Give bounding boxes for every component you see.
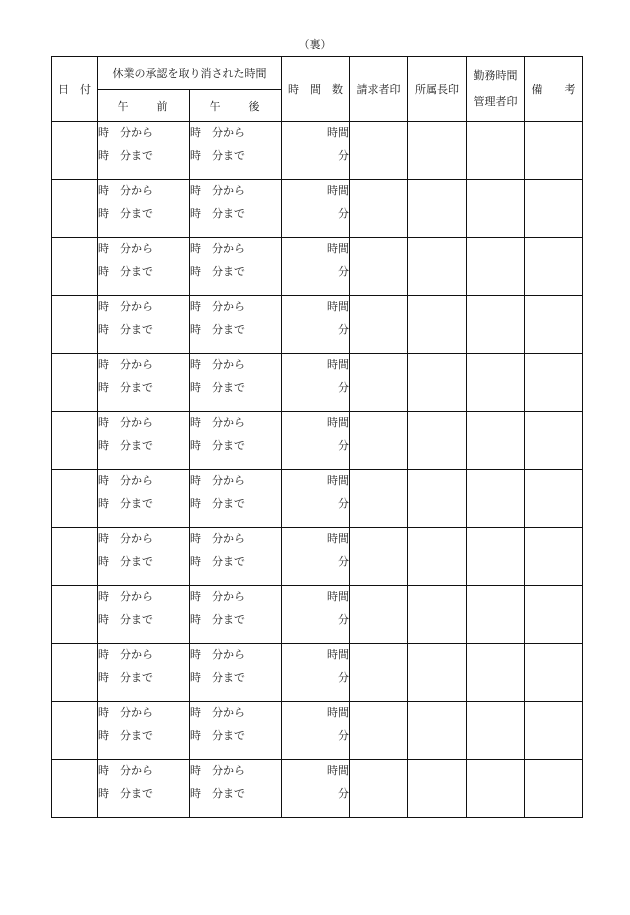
- remarks-cell: [525, 238, 583, 296]
- date-cell: [52, 412, 98, 470]
- am-from-text: 時 分から: [98, 707, 153, 719]
- am-time-cell: [98, 586, 190, 644]
- remarks-cell: [525, 296, 583, 354]
- hours-cell: [282, 296, 350, 354]
- work-time-manager-seal-cell: [467, 586, 525, 644]
- am-time-cell: [98, 296, 190, 354]
- date-cell: [52, 238, 98, 296]
- pm-to-text: 時 分まで: [190, 266, 245, 278]
- table-row: [52, 238, 583, 296]
- table-row: [52, 702, 583, 760]
- pm-time-cell: [190, 644, 282, 702]
- pm-time-cell: [190, 760, 282, 818]
- am-time-cell: [98, 122, 190, 180]
- am-from-text: 時 分から: [98, 127, 153, 139]
- header-supervisor-seal: 所属長印: [408, 57, 467, 122]
- hours-unit-text: 時間: [327, 127, 349, 139]
- am-to-text: 時 分まで: [98, 150, 153, 162]
- pm-time-cell: [190, 470, 282, 528]
- supervisor-seal-cell: [408, 528, 467, 586]
- header-requester-seal: 請求者印: [350, 57, 408, 122]
- pm-time-cell: [190, 412, 282, 470]
- requester-seal-cell: [350, 238, 408, 296]
- table-row: [52, 644, 583, 702]
- page-title: （裏）: [298, 39, 332, 51]
- date-cell: [52, 644, 98, 702]
- remarks-cell: [525, 412, 583, 470]
- pm-time-cell: [190, 238, 282, 296]
- pm-time-cell: [190, 702, 282, 760]
- pm-from-text: 時 分から: [190, 707, 245, 719]
- header-work-time-manager-seal-line2: 管理者印: [473, 96, 518, 108]
- requester-seal-cell: [350, 412, 408, 470]
- header-remarks: 備 考: [525, 57, 583, 122]
- am-from-text: 時 分から: [98, 301, 153, 313]
- supervisor-seal-cell: [408, 354, 467, 412]
- am-to-text: 時 分まで: [98, 730, 153, 742]
- supervisor-seal-cell: [408, 586, 467, 644]
- requester-seal-cell: [350, 122, 408, 180]
- hours-cell: [282, 238, 350, 296]
- remarks-cell: [525, 470, 583, 528]
- am-to-text: 時 分まで: [98, 788, 153, 800]
- work-time-manager-seal-cell: [467, 180, 525, 238]
- remarks-cell: [525, 528, 583, 586]
- pm-to-text: 時 分まで: [190, 440, 245, 452]
- supervisor-seal-cell: [408, 470, 467, 528]
- date-cell: [52, 760, 98, 818]
- remarks-cell: [525, 586, 583, 644]
- header-row-1: [52, 57, 583, 90]
- remarks-cell: [525, 122, 583, 180]
- leave-cancellation-table: [51, 56, 583, 818]
- hours-cell: [282, 644, 350, 702]
- pm-to-text: 時 分まで: [190, 556, 245, 568]
- am-to-text: 時 分まで: [98, 672, 153, 684]
- remarks-cell: [525, 644, 583, 702]
- am-to-text: 時 分まで: [98, 556, 153, 568]
- work-time-manager-seal-cell: [467, 122, 525, 180]
- table-row: [52, 586, 583, 644]
- hours-unit-text: 時間: [327, 185, 349, 197]
- header-cancelled-time: 休業の承認を取り消された時間: [98, 57, 282, 90]
- table-row: [52, 470, 583, 528]
- date-cell: [52, 470, 98, 528]
- date-cell: [52, 702, 98, 760]
- minutes-unit-text: 分: [338, 498, 349, 510]
- header-work-time-manager-seal-line1: 勤務時間: [473, 70, 518, 82]
- supervisor-seal-cell: [408, 296, 467, 354]
- am-to-text: 時 分まで: [98, 266, 153, 278]
- table-row: [52, 296, 583, 354]
- requester-seal-cell: [350, 180, 408, 238]
- pm-time-cell: [190, 528, 282, 586]
- work-time-manager-seal-cell: [467, 354, 525, 412]
- minutes-unit-text: 分: [338, 672, 349, 684]
- pm-from-text: 時 分から: [190, 417, 245, 429]
- table-row: [52, 122, 583, 180]
- am-to-text: 時 分まで: [98, 382, 153, 394]
- pm-from-text: 時 分から: [190, 243, 245, 255]
- hours-cell: [282, 412, 350, 470]
- am-to-text: 時 分まで: [98, 614, 153, 626]
- hours-cell: [282, 470, 350, 528]
- pm-from-text: 時 分から: [190, 185, 245, 197]
- hours-unit-text: 時間: [327, 417, 349, 429]
- table-body: [52, 122, 583, 818]
- hours-cell: [282, 702, 350, 760]
- hours-unit-text: 時間: [327, 475, 349, 487]
- am-from-text: 時 分から: [98, 649, 153, 661]
- am-time-cell: [98, 470, 190, 528]
- hours-cell: [282, 528, 350, 586]
- table-row: [52, 412, 583, 470]
- am-to-text: 時 分まで: [98, 440, 153, 452]
- requester-seal-cell: [350, 586, 408, 644]
- work-time-manager-seal-cell: [467, 412, 525, 470]
- work-time-manager-seal-cell: [467, 644, 525, 702]
- pm-from-text: 時 分から: [190, 359, 245, 371]
- am-from-text: 時 分から: [98, 243, 153, 255]
- requester-seal-cell: [350, 470, 408, 528]
- requester-seal-cell: [350, 528, 408, 586]
- supervisor-seal-cell: [408, 238, 467, 296]
- table-row: [52, 180, 583, 238]
- supervisor-seal-cell: [408, 702, 467, 760]
- date-cell: [52, 528, 98, 586]
- pm-to-text: 時 分まで: [190, 324, 245, 336]
- hours-cell: [282, 760, 350, 818]
- minutes-unit-text: 分: [338, 614, 349, 626]
- hours-unit-text: 時間: [327, 649, 349, 661]
- am-time-cell: [98, 412, 190, 470]
- date-cell: [52, 586, 98, 644]
- remarks-cell: [525, 760, 583, 818]
- remarks-cell: [525, 180, 583, 238]
- am-to-text: 時 分まで: [98, 324, 153, 336]
- hours-unit-text: 時間: [327, 591, 349, 603]
- pm-to-text: 時 分まで: [190, 730, 245, 742]
- am-time-cell: [98, 180, 190, 238]
- minutes-unit-text: 分: [338, 440, 349, 452]
- pm-from-text: 時 分から: [190, 533, 245, 545]
- pm-to-text: 時 分まで: [190, 382, 245, 394]
- date-cell: [52, 180, 98, 238]
- pm-from-text: 時 分から: [190, 127, 245, 139]
- am-time-cell: [98, 760, 190, 818]
- requester-seal-cell: [350, 702, 408, 760]
- am-time-cell: [98, 354, 190, 412]
- work-time-manager-seal-cell: [467, 528, 525, 586]
- hours-unit-text: 時間: [327, 359, 349, 371]
- pm-to-text: 時 分まで: [190, 208, 245, 220]
- work-time-manager-seal-cell: [467, 760, 525, 818]
- am-from-text: 時 分から: [98, 765, 153, 777]
- pm-time-cell: [190, 586, 282, 644]
- am-time-cell: [98, 644, 190, 702]
- pm-time-cell: [190, 354, 282, 412]
- hours-cell: [282, 122, 350, 180]
- hours-cell: [282, 180, 350, 238]
- pm-to-text: 時 分まで: [190, 672, 245, 684]
- date-cell: [52, 354, 98, 412]
- table-row: [52, 528, 583, 586]
- date-cell: [52, 296, 98, 354]
- requester-seal-cell: [350, 644, 408, 702]
- am-time-cell: [98, 528, 190, 586]
- table-row: [52, 760, 583, 818]
- hours-cell: [282, 354, 350, 412]
- pm-to-text: 時 分まで: [190, 498, 245, 510]
- am-to-text: 時 分まで: [98, 498, 153, 510]
- header-work-time-manager-seal: [467, 57, 525, 122]
- am-from-text: 時 分から: [98, 185, 153, 197]
- header-date: 日 付: [52, 57, 98, 122]
- header-hours: 時 間 数: [282, 57, 350, 122]
- work-time-manager-seal-cell: [467, 470, 525, 528]
- supervisor-seal-cell: [408, 760, 467, 818]
- pm-from-text: 時 分から: [190, 475, 245, 487]
- minutes-unit-text: 分: [338, 208, 349, 220]
- requester-seal-cell: [350, 760, 408, 818]
- am-from-text: 時 分から: [98, 417, 153, 429]
- pm-time-cell: [190, 296, 282, 354]
- remarks-cell: [525, 354, 583, 412]
- hours-unit-text: 時間: [327, 243, 349, 255]
- work-time-manager-seal-cell: [467, 702, 525, 760]
- minutes-unit-text: 分: [338, 150, 349, 162]
- pm-from-text: 時 分から: [190, 301, 245, 313]
- supervisor-seal-cell: [408, 122, 467, 180]
- hours-unit-text: 時間: [327, 301, 349, 313]
- minutes-unit-text: 分: [338, 730, 349, 742]
- hours-cell: [282, 586, 350, 644]
- am-time-cell: [98, 702, 190, 760]
- pm-time-cell: [190, 122, 282, 180]
- minutes-unit-text: 分: [338, 382, 349, 394]
- supervisor-seal-cell: [408, 644, 467, 702]
- minutes-unit-text: 分: [338, 324, 349, 336]
- remarks-cell: [525, 702, 583, 760]
- hours-unit-text: 時間: [327, 765, 349, 777]
- am-to-text: 時 分まで: [98, 208, 153, 220]
- pm-time-cell: [190, 180, 282, 238]
- am-from-text: 時 分から: [98, 359, 153, 371]
- am-from-text: 時 分から: [98, 591, 153, 603]
- hours-unit-text: 時間: [327, 707, 349, 719]
- header-am: 午 前: [98, 90, 190, 122]
- supervisor-seal-cell: [408, 412, 467, 470]
- requester-seal-cell: [350, 296, 408, 354]
- work-time-manager-seal-cell: [467, 296, 525, 354]
- table-row: [52, 354, 583, 412]
- pm-from-text: 時 分から: [190, 649, 245, 661]
- am-from-text: 時 分から: [98, 475, 153, 487]
- minutes-unit-text: 分: [338, 788, 349, 800]
- header-pm: 午 後: [190, 90, 282, 122]
- pm-from-text: 時 分から: [190, 591, 245, 603]
- minutes-unit-text: 分: [338, 266, 349, 278]
- minutes-unit-text: 分: [338, 556, 349, 568]
- pm-to-text: 時 分まで: [190, 150, 245, 162]
- am-from-text: 時 分から: [98, 533, 153, 545]
- date-cell: [52, 122, 98, 180]
- pm-to-text: 時 分まで: [190, 614, 245, 626]
- pm-from-text: 時 分から: [190, 765, 245, 777]
- supervisor-seal-cell: [408, 180, 467, 238]
- pm-to-text: 時 分まで: [190, 788, 245, 800]
- hours-unit-text: 時間: [327, 533, 349, 545]
- requester-seal-cell: [350, 354, 408, 412]
- work-time-manager-seal-cell: [467, 238, 525, 296]
- am-time-cell: [98, 238, 190, 296]
